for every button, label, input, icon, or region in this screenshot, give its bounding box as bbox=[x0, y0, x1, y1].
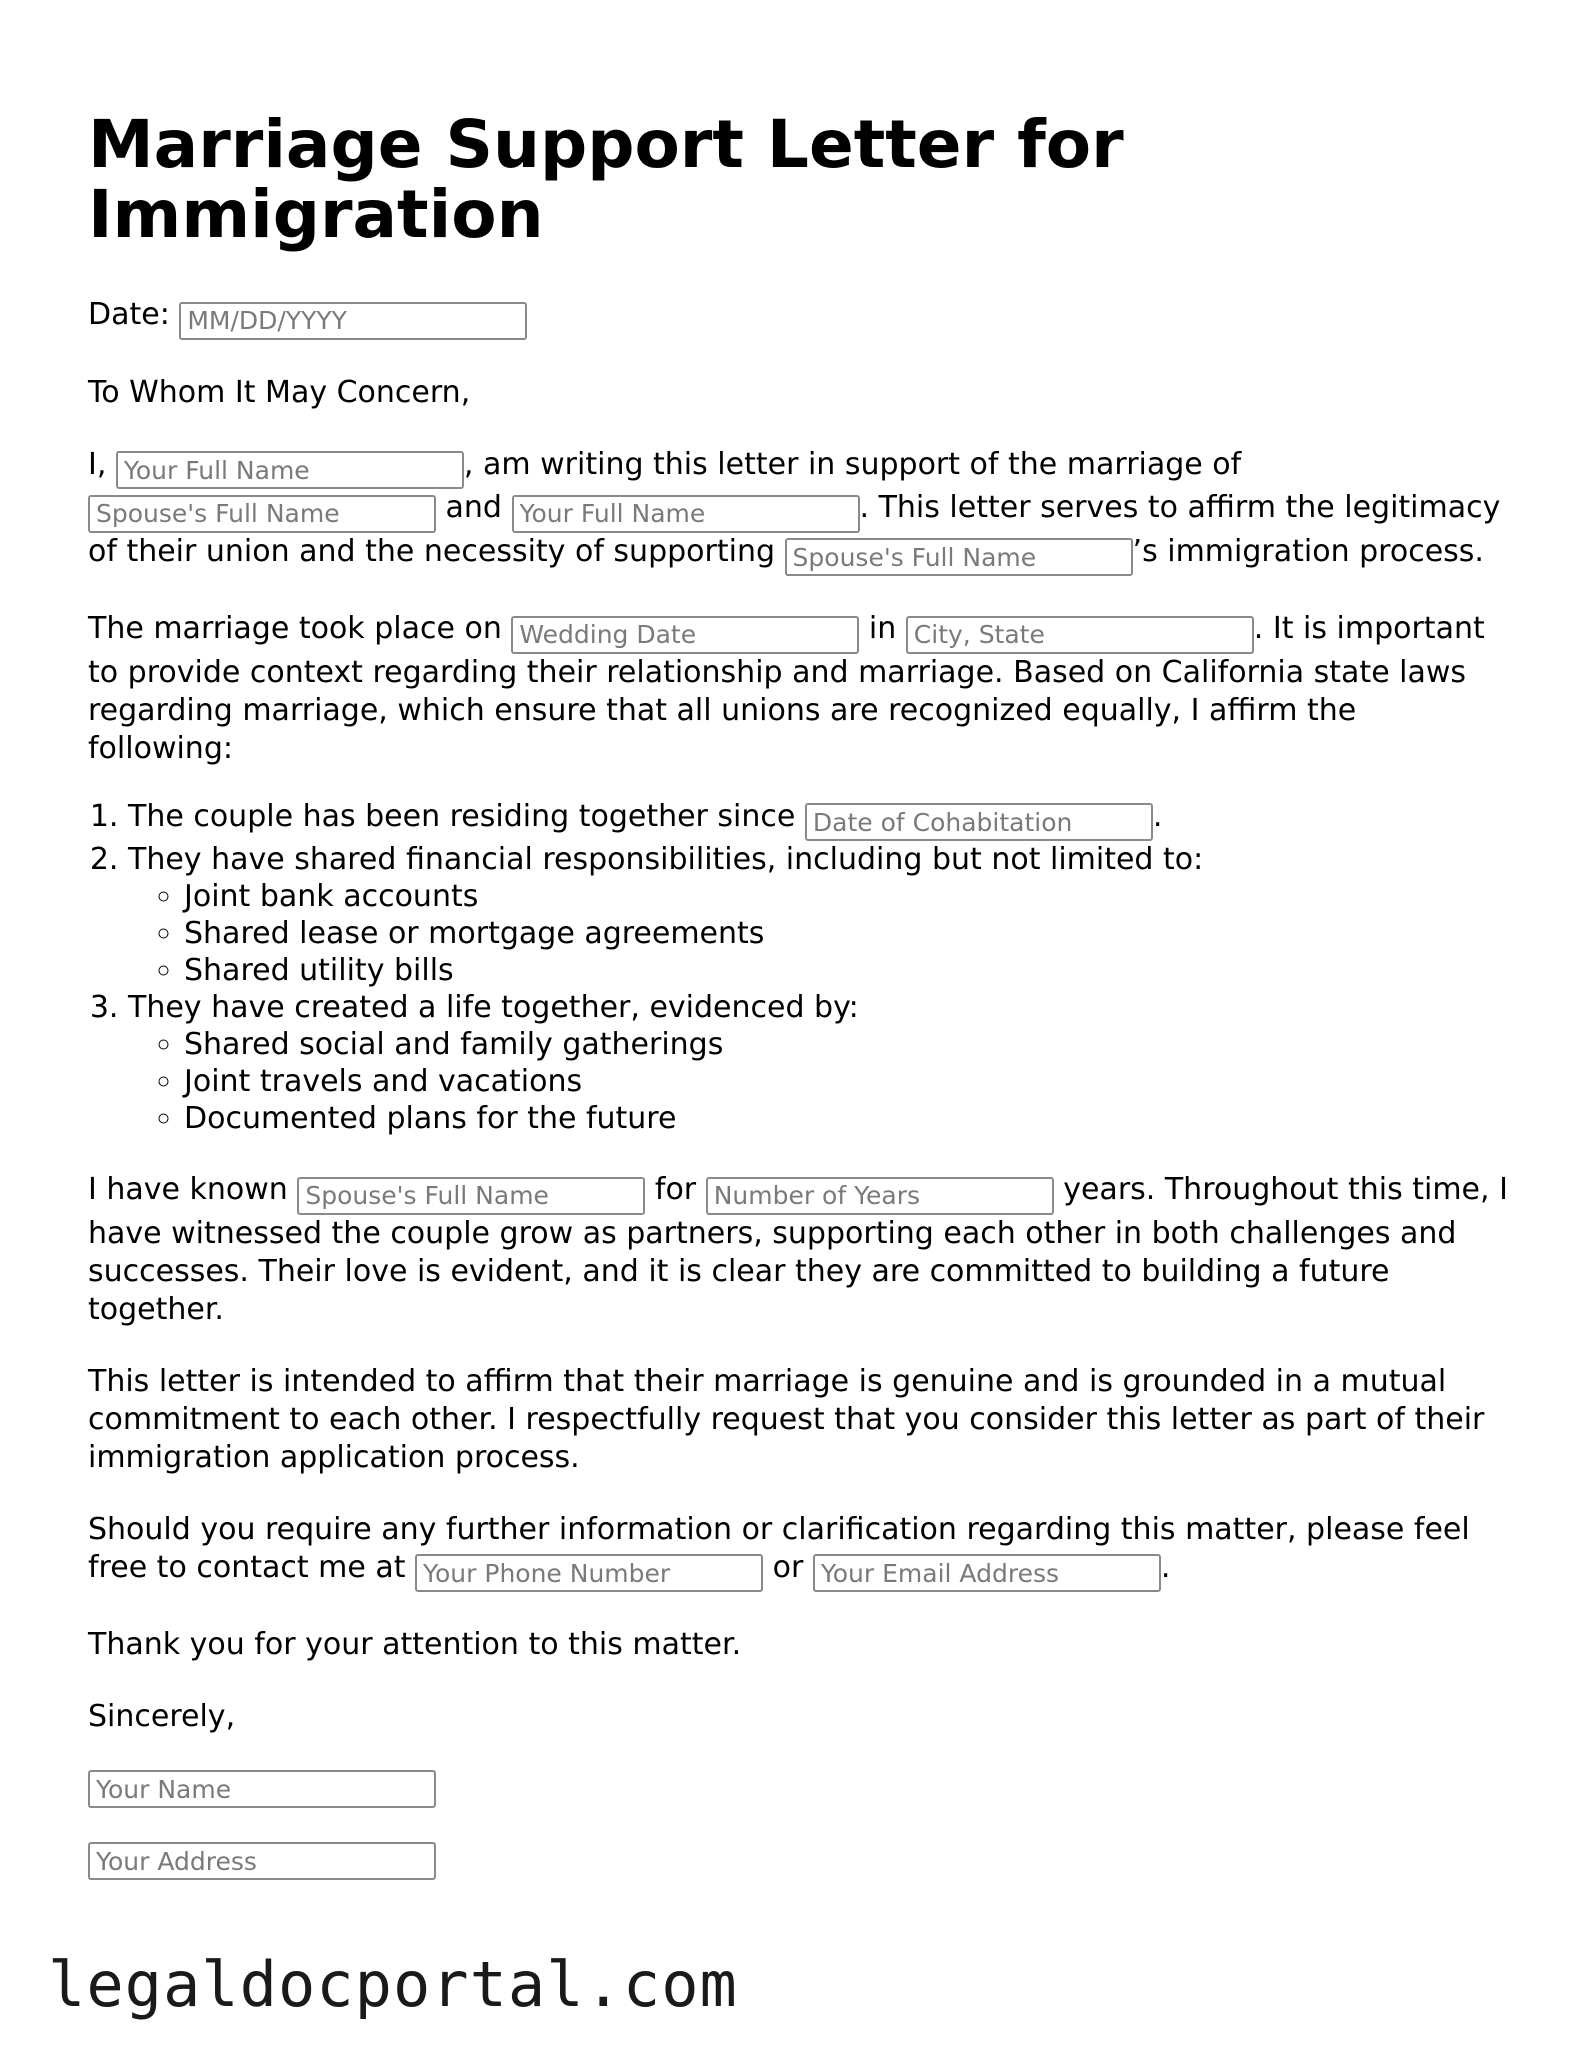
date-input[interactable] bbox=[179, 302, 527, 340]
wedding-date-input[interactable] bbox=[511, 616, 859, 654]
sub-list bbox=[128, 878, 1508, 989]
letter-page bbox=[88, 106, 1508, 1914]
sub-list bbox=[128, 1026, 1508, 1137]
sub-list-item: ◦ Shared lease or mortgage agreements bbox=[184, 915, 1508, 952]
text: I have known bbox=[88, 1172, 298, 1207]
text: The marriage took place on bbox=[88, 611, 512, 646]
signer-address-input[interactable] bbox=[88, 1842, 436, 1880]
site-watermark: legaldocportal.com bbox=[48, 1948, 738, 2021]
city-state-input[interactable] bbox=[906, 616, 1254, 654]
text: or bbox=[763, 1549, 813, 1585]
paragraph-contact bbox=[88, 1511, 1508, 1593]
paragraph-marriage bbox=[88, 610, 1508, 768]
date-label: Date: bbox=[88, 297, 170, 332]
text: . This letter serves to affirm the legitimacy of their union and the necessity of supporting bbox=[88, 490, 1501, 569]
text: ’s immigration process. bbox=[1132, 533, 1484, 569]
list-item bbox=[128, 841, 1508, 989]
spouse-full-name-input-2[interactable] bbox=[785, 538, 1133, 576]
text: They have shared financial responsibilities, including but not limited to: bbox=[128, 842, 1204, 877]
affirmation-list bbox=[88, 798, 1508, 1138]
paragraph-affirm: This letter is intended to affirm that their marriage is genuine and is grounded in a mutual commitment to each other. I respectfully request that you consider this letter as part of their immigration application process. bbox=[88, 1363, 1485, 1475]
signer-name-input[interactable] bbox=[88, 1770, 436, 1808]
paragraph-known bbox=[88, 1171, 1508, 1329]
partner-full-name-input[interactable] bbox=[512, 495, 860, 533]
sub-list-item: ◦ Joint travels and vacations bbox=[184, 1063, 1508, 1100]
text: years. Throughout this time, I have witnessed the couple grow as partners, supporting each other in both challenges and successes. Their love is evident, and it is clear they are committed to building a future together. bbox=[88, 1172, 1508, 1327]
writer-full-name-input[interactable] bbox=[116, 451, 464, 489]
phone-input[interactable] bbox=[415, 1554, 763, 1592]
sub-list-item: ◦ Joint bank accounts bbox=[184, 878, 1508, 915]
number-of-years-input[interactable] bbox=[706, 1177, 1054, 1215]
text: Should you require any further information or clarification regarding this matter, please feel free to contact me at bbox=[88, 1511, 1470, 1585]
text: I, bbox=[88, 446, 116, 482]
sub-list-item: ◦ Documented plans for the future bbox=[184, 1100, 1508, 1137]
list-item bbox=[128, 989, 1508, 1137]
text: for bbox=[645, 1172, 706, 1207]
text: . bbox=[1152, 798, 1163, 834]
spouse-full-name-input-3[interactable] bbox=[297, 1177, 645, 1215]
cohabitation-date-input[interactable] bbox=[805, 803, 1153, 841]
thanks-line: Thank you for your attention to this matter. bbox=[88, 1627, 742, 1662]
list-item bbox=[128, 798, 1508, 842]
salutation: To Whom It May Concern, bbox=[88, 374, 471, 410]
sub-list-item: ◦ Shared utility bills bbox=[184, 952, 1508, 989]
text: and bbox=[436, 490, 512, 525]
text: in bbox=[859, 611, 906, 646]
text: They have created a life together, evidenced by: bbox=[128, 990, 859, 1025]
closing: Sincerely, bbox=[88, 1699, 236, 1734]
email-input[interactable] bbox=[813, 1554, 1161, 1592]
sub-list-item: ◦ Shared social and family gatherings bbox=[184, 1026, 1508, 1063]
spouse-full-name-input[interactable] bbox=[88, 495, 436, 533]
text: . It is important to provide context regarding their relationship and marriage. Based on California state laws regarding marriage, which ensure that all unions are recognized equally, I affirm the following: bbox=[88, 611, 1485, 766]
text: , am writing this letter in support of the marriage of bbox=[463, 446, 1242, 482]
paragraph-intro bbox=[88, 446, 1508, 577]
text: The couple has been residing together since bbox=[128, 798, 805, 834]
page-title: Marriage Support Letter for Immigration bbox=[88, 106, 1124, 253]
date-line bbox=[88, 296, 1508, 340]
text: . bbox=[1160, 1549, 1171, 1585]
